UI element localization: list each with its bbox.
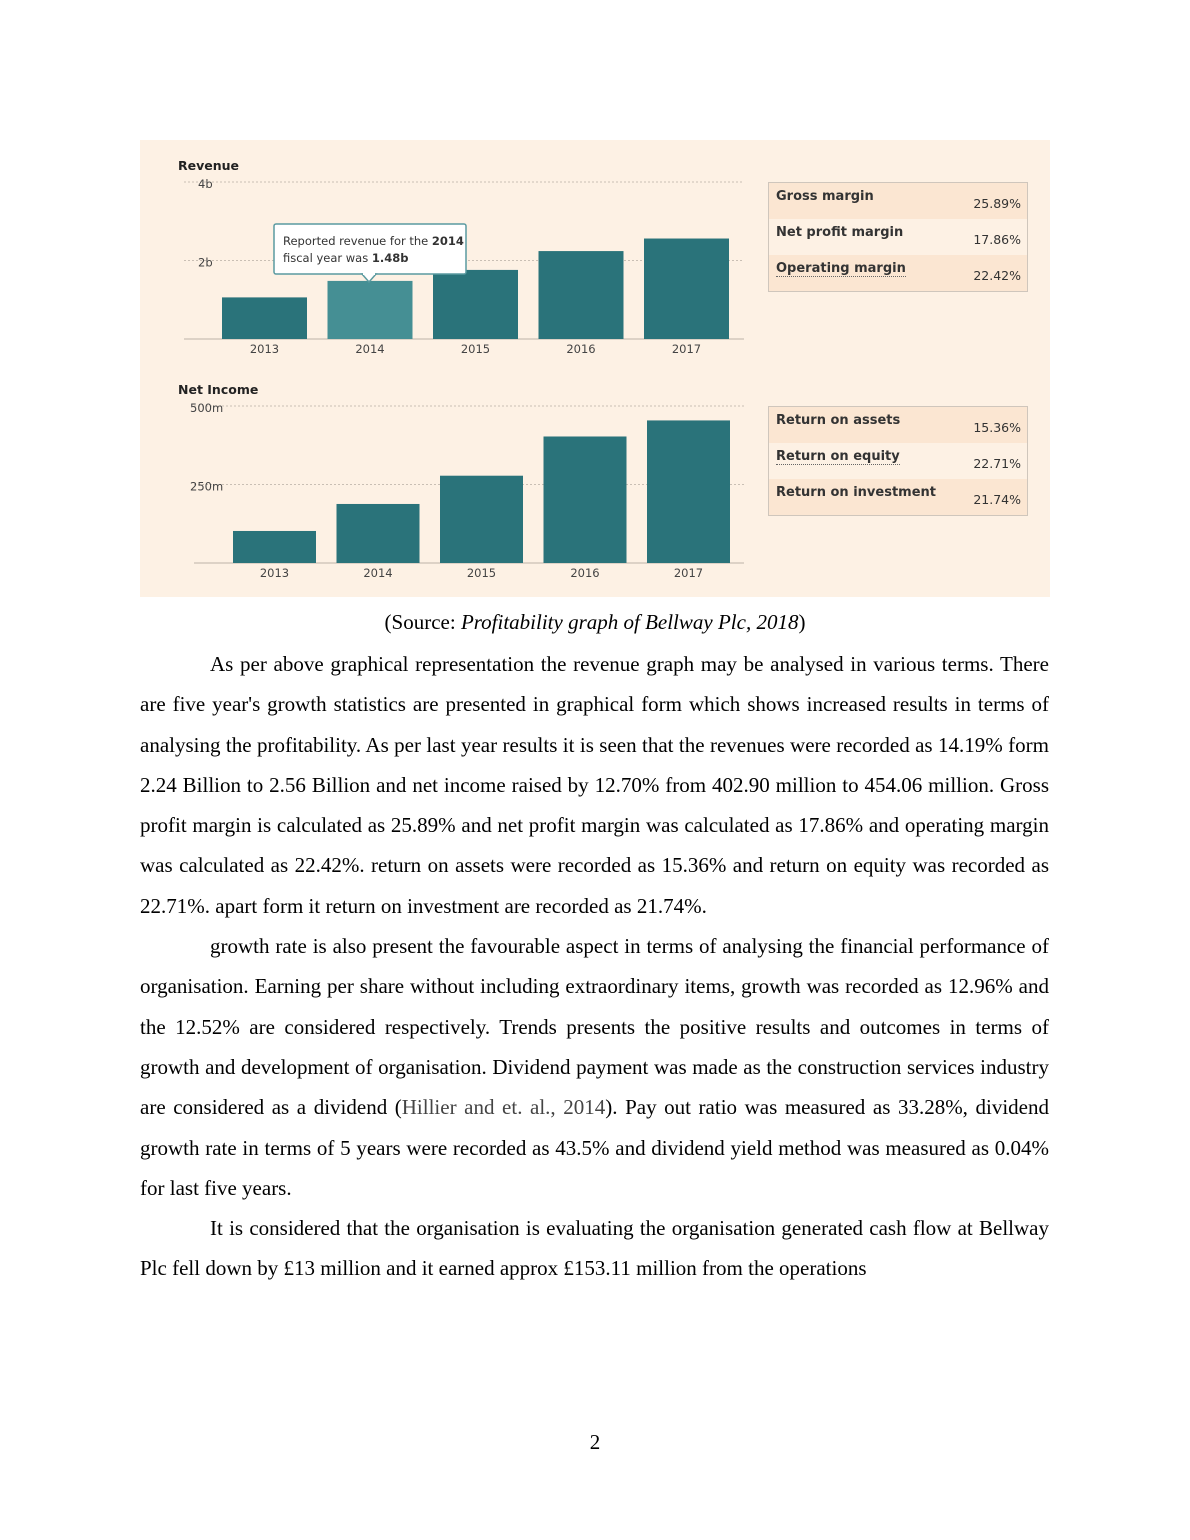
page-number: 2 [589,1430,601,1454]
bar-2015 [440,476,523,563]
caption-title: Profitability graph of Bellway Plc, 2018 [460,610,799,634]
bar-2015 [433,270,518,339]
paragraph-2-text-end: ). Pay out ratio was measured as 33.28%, dividend growth rate in terms of 5 years were recorded as 43.5% and dividend yield method was measured as 0.04% for last five years. [140,1095,1049,1200]
figure-caption [0,610,1190,635]
bar-2013 [233,531,316,563]
caption-close: ) [798,610,806,634]
tooltip-middle: fiscal year was [283,251,372,265]
paragraph-2 [140,926,1049,1208]
metric-label[interactable]: Operating margin [776,255,906,277]
x-tick-label: 2016 [570,566,600,580]
paragraph-2-text: growth rate is also present the favourable aspect in terms of analysing the financial performance of organisation. Earning per share without including extraordinary items, growth was recorded as 12.96% and the 12.52% are considered respectively. Trends presents the positive results and outcomes in terms of growth and development of organisation. Dividend payment was made as the construction services industry are considered as a dividend ( [140,934,1049,1120]
tooltip-year: 2014 [431,234,464,248]
metric-value: 17.86% [973,232,1021,247]
paragraph-1: As per above graphical representation the revenue graph may be analysed in various terms. There are five year's growth statistics are presented in graphical form which shows increased results in terms of analysing the profitability. As per last year results it is seen that the revenues were recorded as 14.19% form 2.24 Billion to 2.56 Billion and net income raised by 12.70% from 402.90 million to 454.06 million. Gross profit margin is calculated as 25.89% and net profit margin was calculated as 17.86% and operating margin was calculated as 22.42%. return on assets were recorded as 15.36% and return on equity was recorded as 22.71%. apart form it return on investment are recorded as 21.74%. [140,652,1049,918]
x-tick-label: 2015 [466,566,497,580]
metric-row-gross-margin [769,183,1027,219]
chart-title: Revenue [178,158,240,173]
metric-label[interactable]: Return on equity [776,443,900,465]
metric-value: 22.42% [973,268,1021,283]
bar-2013 [222,297,307,339]
metric-label: Gross margin [776,189,874,204]
body-text [140,644,1049,1289]
tooltip-value: 1.48b [371,251,409,265]
metric-row-net-profit-margin [769,219,1027,255]
metric-row-return-on-investment [769,479,1027,515]
metric-row-return-on-equity [769,443,1027,479]
y-tick-label: 2b [198,255,213,270]
x-tick-label: 2013 [249,342,280,356]
chart-title: Net Income [178,382,259,397]
paragraph-3: It is considered that the organisation is evaluating the organisation generated cash flow at Bellway Plc fell down by £13 million and it earned approx £153.11 million from the operations [140,1216,1049,1281]
metric-label: Return on investment [776,485,936,500]
x-tick-label: 2014 [363,566,393,580]
x-tick-label: 2017 [671,342,702,356]
y-tick-label: 250m [190,479,224,494]
bar-2017 [644,239,729,339]
citation: Hillier and et. al., 2014 [401,1095,606,1120]
bar-2014 [337,504,420,563]
x-tick-label: 2015 [460,342,491,356]
profitability-figure [140,140,1050,597]
metric-label: Return on assets [776,413,901,428]
metric-value: 15.36% [973,420,1021,435]
metric-row-return-on-assets [769,407,1027,443]
metric-value: 22.71% [973,456,1021,471]
metric-row-operating-margin [769,255,1027,291]
x-tick-label: 2017 [673,566,704,580]
caption-open: (Source: [384,610,461,634]
bar-2014 [328,281,413,339]
metric-value: 21.74% [973,492,1021,507]
bar-2017 [647,420,730,563]
tooltip-box [274,224,466,274]
x-tick-label: 2016 [566,342,596,356]
x-tick-label: 2014 [355,342,385,356]
bar-2016 [539,251,624,339]
metric-value: 25.89% [973,196,1021,211]
margin-metrics [768,182,1028,292]
tooltip-line-2 [283,251,408,265]
tooltip-prefix: Reported revenue for the [283,234,432,248]
return-metrics [768,406,1028,516]
tooltip-line-1 [283,234,464,248]
y-tick-label: 4b [198,177,213,191]
metric-label: Net profit margin [776,225,904,240]
y-tick-label: 500m [190,401,224,415]
bar-2016 [544,436,627,563]
x-tick-label: 2013 [259,566,290,580]
tooltip-pointer [362,274,376,282]
